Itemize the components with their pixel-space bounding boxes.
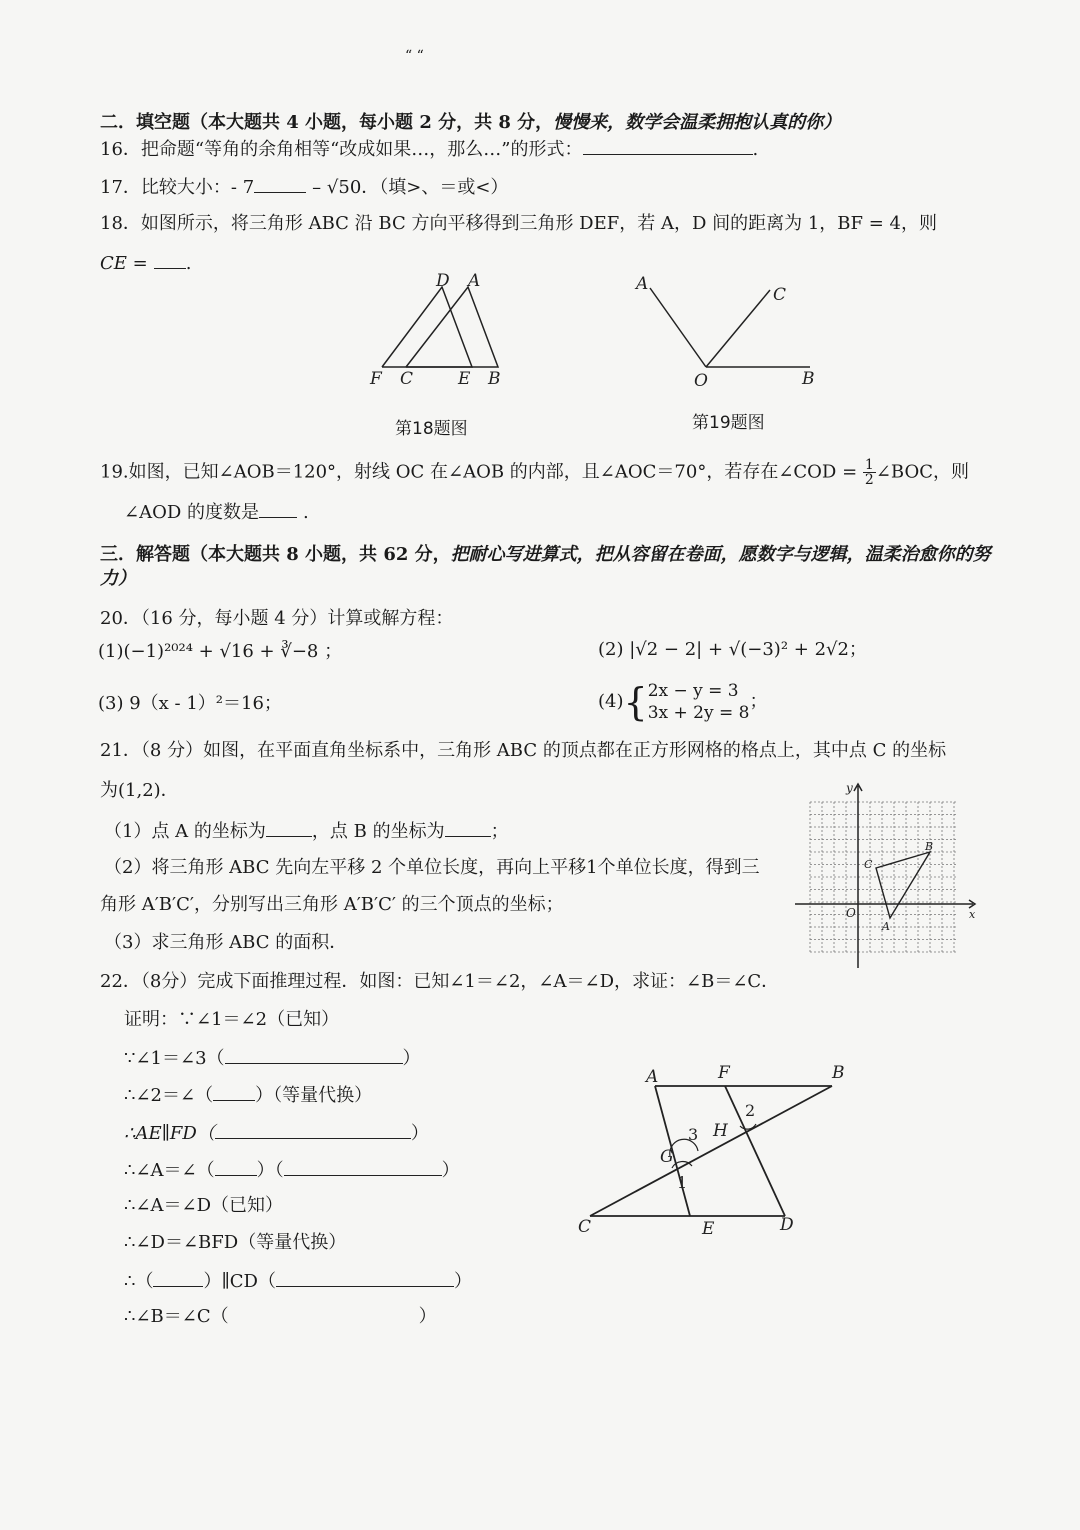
q18-line1: 18．如图所示，将三角形 ABC 沿 BC 方向平移得到三角形 DEF，若 A，D 间的距离为 1，BF = 4，则: [100, 213, 937, 234]
q17-pre: 17．比较大小：- 7: [100, 177, 255, 198]
q22-l8-blank1[interactable]: [153, 1268, 203, 1287]
q20-part3: (3) 9（x - 1）²＝16；: [98, 693, 282, 714]
fig22-label-f: F: [718, 1063, 730, 1083]
q20-p4-end: ；: [749, 691, 768, 712]
fig18-label-d: D: [436, 272, 450, 291]
section2-title: 二．填空题（本大题共 4 小题，每小题 2 分，共 8 分，: [100, 112, 554, 133]
q22-l5-blank2[interactable]: [284, 1157, 442, 1176]
fig21-label-o: O: [846, 906, 856, 920]
q20-p4-system: [648, 680, 750, 724]
q22-line3: [124, 1082, 372, 1108]
fig21-label-y: y: [846, 781, 853, 795]
q19-line2: [124, 499, 309, 525]
q22-l9-post: ）: [418, 1306, 437, 1327]
q16-text: 16．把命题“等角的余角相等“改成如果…，那么…”的形式：: [100, 139, 583, 160]
fig19-label-o: O: [694, 371, 708, 391]
figure-18: [360, 272, 530, 397]
q21-b-blank[interactable]: [445, 818, 491, 837]
q22-l3-pre: ∴∠2＝∠（: [124, 1085, 214, 1106]
q22-l4-pre: ∴AE∥FD（: [124, 1123, 215, 1144]
fig22-label-d: D: [780, 1215, 794, 1235]
triangle-abc: [406, 287, 498, 367]
fig19-caption: 第19题图: [692, 413, 765, 433]
fig19-label-c: C: [773, 285, 787, 305]
q22-l8-post: ）: [453, 1271, 472, 1292]
q22-l5-pre: ∴∠A＝∠（: [124, 1160, 215, 1181]
q22-line5: [124, 1157, 460, 1183]
figure-22: [570, 1058, 860, 1243]
q21-line1: 21．（8 分）如图，在平面直角坐标系中，三角形 ABC 的顶点都在正方形网格的格点上，其中点 C 的坐标: [100, 740, 947, 761]
section3-heading: [100, 543, 991, 567]
fig18-label-f: F: [370, 369, 382, 389]
q22-l2-post: ）: [402, 1048, 421, 1069]
q19-answer-blank[interactable]: [259, 499, 297, 518]
fig18-label-c: C: [400, 369, 414, 389]
fig22-label-3: 3: [688, 1125, 699, 1144]
q22-title: 22．（8分）完成下面推理过程．如图：已知∠1＝∠2，∠A＝∠D，求证：∠B＝∠C．: [100, 971, 780, 992]
q19-aod: ∠AOD 的度数是: [124, 502, 259, 523]
fig22-label-g: G: [660, 1147, 674, 1167]
fig22-label-b: B: [832, 1063, 845, 1083]
q22-line6: ∴∠A＝∠D（已知）: [124, 1195, 284, 1216]
q22-l8-mid: ）∥CD（: [203, 1271, 276, 1292]
header-marks: “ “: [405, 48, 424, 64]
q22-l8-blank2[interactable]: [276, 1268, 454, 1287]
q22-l2-pre: ∵∠1＝∠3（: [124, 1048, 225, 1069]
q19-frac-den: 2: [864, 472, 874, 488]
q20-p4-eq1: 2x − y = 3: [647, 681, 739, 701]
q20-title: 20．（16 分，每小题 4 分）计算或解方程：: [100, 608, 454, 629]
ray-oa: [650, 288, 706, 367]
q19-post: ∠BOC，则: [875, 461, 970, 483]
figure-19: [628, 272, 828, 397]
q20-p4-label: (4): [598, 691, 624, 712]
q22-line9: [124, 1305, 437, 1329]
q17-answer-blank[interactable]: [254, 174, 306, 193]
question-16: [100, 136, 758, 162]
q19-end: .: [303, 502, 309, 523]
q20-part4: [598, 680, 767, 724]
fig18-label-b: B: [488, 369, 501, 389]
fig18-label-a: A: [468, 272, 481, 291]
q22-l5-blank1[interactable]: [215, 1157, 257, 1176]
q22-line2: [124, 1045, 421, 1071]
q20-p4-eq2: 3x + 2y = 8: [647, 703, 750, 723]
q19-pre: 19.如图，已知∠AOB＝120°，射线 OC 在∠AOB 的内部，且∠AOC＝70°，若存在∠COD =: [100, 461, 858, 483]
q18-line2: [100, 250, 191, 276]
q20-p4-brace: {: [623, 680, 648, 724]
q16-answer-blank[interactable]: [583, 136, 753, 155]
q21-p1-pre: （1）点 A 的坐标为: [104, 821, 266, 842]
q19-line1: [100, 458, 969, 487]
section3-title: 三．解答题（本大题共 8 小题，共 62 分，: [100, 544, 451, 565]
q22-line4: [124, 1120, 429, 1146]
q19-frac-num: 1: [864, 457, 874, 473]
q22-line7: ∴∠D＝∠BFD（等量代换）: [124, 1232, 347, 1253]
q20-part1: (1)(−1)²⁰²⁴ + √16 + ∛−8 ；: [98, 641, 343, 662]
q22-l5-mid: ）（: [256, 1160, 284, 1181]
q19-fraction: [863, 458, 876, 487]
q22-l9-pre: ∴∠B＝∠C（: [124, 1306, 229, 1327]
fig22-label-a: A: [646, 1067, 659, 1087]
q22-l5-post: ）: [441, 1160, 460, 1181]
fig18-label-e: E: [458, 369, 471, 389]
fig21-label-b: B: [925, 840, 934, 853]
fig19-label-a: A: [636, 274, 649, 294]
q21-a-blank[interactable]: [266, 818, 312, 837]
fig22-label-e: E: [702, 1219, 715, 1239]
q22-line8: [124, 1268, 472, 1294]
q22-line1: 证明：∵∠1＝∠2（已知）: [124, 1009, 340, 1030]
fig22-label-2: 2: [745, 1101, 756, 1120]
q21-part3: （3）求三角形 ABC 的面积．: [104, 932, 348, 953]
q21-p1-mid: ，点 B 的坐标为: [311, 821, 445, 842]
question-17: [100, 174, 508, 200]
q18-answer-blank[interactable]: [154, 250, 186, 269]
q16-end: .: [752, 139, 759, 160]
q21-line2: 为(1,2)．: [100, 780, 179, 801]
q18-end: .: [185, 253, 192, 274]
line-cb: [590, 1086, 832, 1216]
q21-part2-line2: 角形 A′B′C′，分别写出三角形 A′B′C′ 的三个顶点的坐标；: [100, 894, 564, 915]
ray-oc: [706, 290, 770, 367]
q21-part2-line1: （2）将三角形 ABC 先向左平移 2 个单位长度，再向上平移1个单位长度，得到三: [104, 857, 760, 878]
section3-motto1: 把耐心写进算式，把从容留在卷面，愿数字与逻辑，温柔治愈你的努: [450, 544, 991, 565]
fig21-label-a: A: [882, 920, 890, 933]
fig21-label-x: x: [969, 908, 976, 921]
q21-part1: [104, 818, 509, 844]
section2-heading: [100, 111, 841, 135]
q22-l8-pre: ∴（: [124, 1271, 154, 1292]
q21-p1-end: ；: [490, 821, 509, 842]
fig21-label-c: C: [864, 858, 873, 871]
fig22-label-1: 1: [677, 1173, 688, 1192]
section3-motto2: 力）: [100, 568, 136, 589]
q17-post: – √50．（填>、＝或<）: [312, 177, 509, 198]
section2-motto: 慢慢来，数学会温柔拥抱认真的你）: [553, 112, 842, 133]
fig19-label-b: B: [802, 369, 815, 389]
q20-part2: (2) |√2 − 2| + √(−3)² + 2√2；: [598, 639, 867, 660]
q22-l2-blank[interactable]: [225, 1045, 403, 1064]
triangle-abc-21: [876, 852, 930, 918]
q22-l4-post: ）: [410, 1123, 429, 1144]
figure-21-grid: [795, 778, 980, 970]
q22-l4-blank[interactable]: [215, 1120, 411, 1139]
q22-l3-blank[interactable]: [213, 1082, 255, 1101]
fig18-caption: 第18题图: [395, 419, 468, 439]
fig22-label-c: C: [578, 1217, 592, 1237]
q22-l3-post: ）（等量代换）: [255, 1085, 373, 1106]
q18-ce: CE =: [100, 253, 148, 274]
fig22-label-h: H: [713, 1121, 728, 1141]
